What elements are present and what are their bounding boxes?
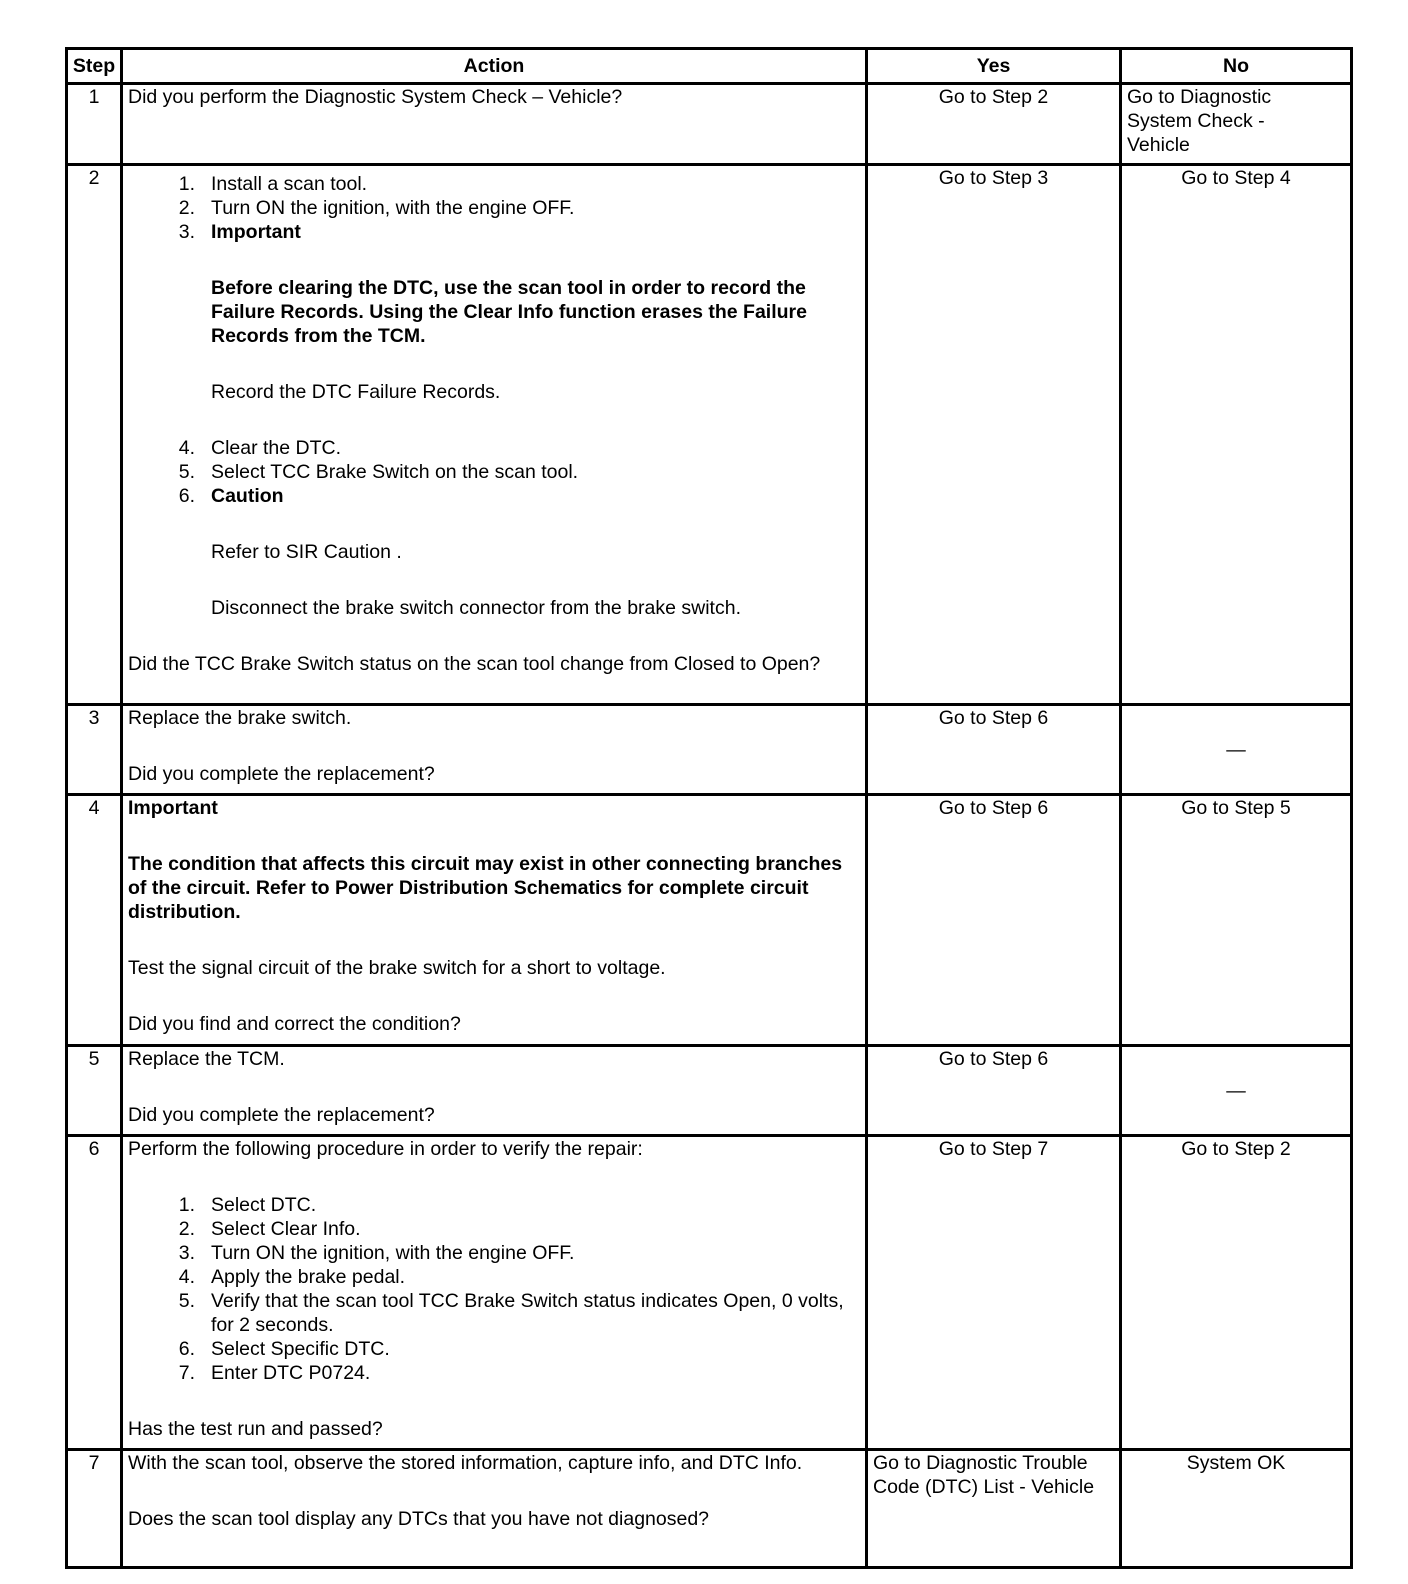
question-text: Did you perform the Diagnostic System Check – Vehicle? (128, 86, 623, 108)
header-step: Step (67, 49, 122, 84)
action-cell (122, 705, 867, 795)
instruction-text: Replace the brake switch. (128, 707, 352, 729)
list-item: 2. Turn ON the ignition, with the engine OFF. (178, 197, 575, 219)
list-item: 3. Turn ON the ignition, with the engine OFF. (178, 1242, 575, 1264)
important-note: Before clearing the DTC, use the scan tool in order to record the Failure Records. Using the Clear Info function erases the Failure Records from the TCM. (211, 277, 807, 347)
no-line: Go to Diagnostic (1127, 86, 1272, 108)
list-item: 5. Select TCC Brake Switch on the scan tool. (178, 461, 579, 483)
question-text: Did you find and correct the condition? (128, 1013, 461, 1035)
diagnostic-table (65, 47, 1353, 1569)
instruction-text: Replace the TCM. (128, 1048, 285, 1070)
no-cell (1121, 84, 1352, 165)
table-header-row (67, 49, 1352, 84)
question-text: Did you complete the replacement? (128, 763, 435, 785)
list-item: 1. Install a scan tool. (178, 173, 368, 195)
list-item: 1. Select DTC. (178, 1194, 317, 1216)
yes-cell (867, 1450, 1121, 1568)
table-row-step-2 (67, 165, 1352, 705)
record-text: Record the DTC Failure Records. (211, 381, 501, 403)
table-row-step-6 (67, 1136, 1352, 1450)
list-item: 3. Important (178, 221, 301, 243)
no-cell: Go to Step 5 (1121, 795, 1352, 1046)
question-text: Does the scan tool display any DTCs that you have not diagnosed? (128, 1508, 710, 1530)
list-item: 7. Enter DTC P0724. (178, 1362, 371, 1384)
table-row-step-3 (67, 705, 1352, 795)
yes-cell: Go to Step 2 (867, 84, 1121, 165)
instruction-text: Test the signal circuit of the brake switch for a short to voltage. (128, 957, 666, 979)
step-number: 2 (67, 165, 122, 705)
disconnect-text: Disconnect the brake switch connector from the brake switch. (211, 597, 741, 619)
list-item: 2. Select Clear Info. (178, 1218, 361, 1240)
step-number: 1 (67, 84, 122, 165)
no-cell: System OK (1121, 1450, 1352, 1568)
action-cell (122, 1046, 867, 1136)
caution-ref: Refer to SIR Caution . (211, 541, 402, 563)
step-number: 5 (67, 1046, 122, 1136)
header-yes: Yes (867, 49, 1121, 84)
step-number: 7 (67, 1450, 122, 1568)
step-number: 4 (67, 795, 122, 1046)
yes-line: Go to Diagnostic Trouble (873, 1452, 1088, 1474)
yes-cell: Go to Step 7 (867, 1136, 1121, 1450)
action-cell (122, 1136, 867, 1450)
no-line: System Check - (1127, 110, 1265, 132)
no-cell: Go to Step 2 (1121, 1136, 1352, 1450)
no-line: Vehicle (1127, 134, 1190, 156)
list-item: 6. Caution (178, 485, 284, 507)
action-cell (122, 1450, 867, 1568)
step-number: 6 (67, 1136, 122, 1450)
yes-cell: Go to Step 3 (867, 165, 1121, 705)
no-cell: Go to Step 4 (1121, 165, 1352, 705)
step-number: 3 (67, 705, 122, 795)
list-item: 5. Verify that the scan tool TCC Brake Switch status indicates Open, 0 volts, for 2 seconds. (178, 1290, 844, 1336)
no-cell: — (1121, 705, 1352, 795)
question-text: Did the TCC Brake Switch status on the scan tool change from Closed to Open? (128, 653, 821, 675)
intro-text: Perform the following procedure in order to verify the repair: (128, 1138, 643, 1160)
table-row-step-4 (67, 795, 1352, 1046)
yes-cell: Go to Step 6 (867, 705, 1121, 795)
yes-line: Code (DTC) List - Vehicle (873, 1476, 1095, 1498)
yes-cell: Go to Step 6 (867, 1046, 1121, 1136)
question-text: Did you complete the replacement? (128, 1104, 435, 1126)
action-cell (122, 795, 867, 1046)
no-cell: — (1121, 1046, 1352, 1136)
list-item: 4. Apply the brake pedal. (178, 1266, 406, 1288)
yes-cell: Go to Step 6 (867, 795, 1121, 1046)
important-note: The condition that affects this circuit may exist in other connecting branches of the circuit. Refer to Power Distribution Schematics for complete circuit distribution. (128, 853, 843, 923)
instruction-text: With the scan tool, observe the stored information, capture info, and DTC Info. (128, 1452, 803, 1474)
list-item: 4. Clear the DTC. (178, 437, 342, 459)
table-row-step-5 (67, 1046, 1352, 1136)
table-row-step-7 (67, 1450, 1352, 1568)
table-row-step-1 (67, 84, 1352, 165)
question-text: Has the test run and passed? (128, 1418, 383, 1440)
action-cell (122, 84, 867, 165)
header-action: Action (122, 49, 867, 84)
header-no: No (1121, 49, 1352, 84)
important-label: Important (128, 797, 218, 819)
list-item: 6. Select Specific DTC. (178, 1338, 390, 1360)
action-cell (122, 165, 867, 705)
